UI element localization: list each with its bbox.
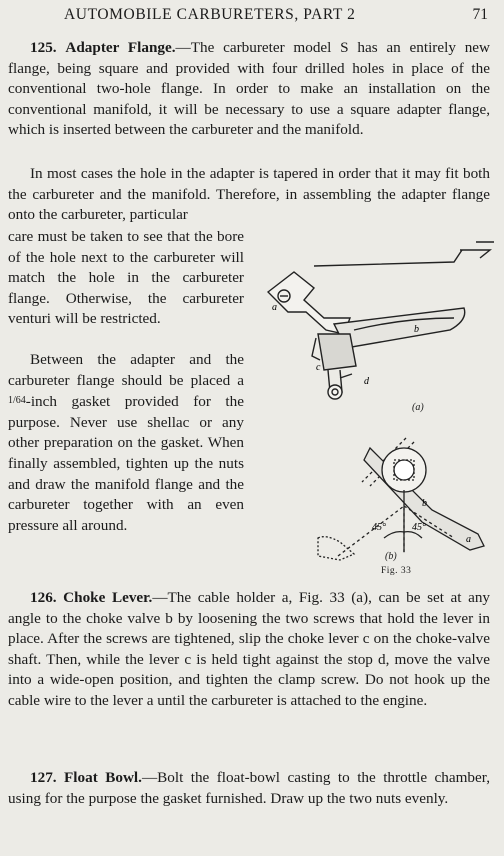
page-header bbox=[0, 6, 504, 24]
section-125-number: 125. bbox=[30, 39, 57, 56]
running-title: AUTOMOBILE CARBURETERS, PART 2 bbox=[64, 6, 356, 23]
section-127-title: Float Bowl. bbox=[64, 769, 142, 786]
section-127-text: —Bolt the float-bowl casting to the throttle chamber, using for the purpose the gasket furnished. Draw up the two nuts evenly. bbox=[8, 769, 490, 807]
section-125-text-1: —The carbureter model S has an entirely new flange, being square and provided with four drilled holes in place of the conventional two-hole flange. In order to make an installation on the conventional manifold, it will be necessary to use a square adapter flange, which is inserted between the carbureter and the manifold. bbox=[8, 39, 490, 139]
figure-33 bbox=[254, 238, 494, 582]
section-125-text-3b: -inch gasket provided for the purpose. Never use shellac or any other preparation on the gasket. When finally assembled, tighten up the nuts and draw the manifold flange and the carbureter together with an even pressure all around. bbox=[8, 393, 244, 534]
label-a: a bbox=[272, 302, 277, 313]
section-126-paragraph bbox=[8, 588, 490, 712]
figure-caption: Fig. 33 bbox=[381, 566, 412, 576]
section-125-paragraph-2-cont: care must be taken to see that the bore of the hole next to the carbureter will match the hole in the carbureter flange. Otherwise, the carbureter venturi will be restricted. bbox=[8, 228, 244, 328]
section-125-paragraph-1 bbox=[8, 38, 490, 141]
section-125-paragraph-2: In most cases the hole in the adapter is tapered in order that it may fit both the carbureter and the manifold. Therefore, in assembling the adapter flange onto the carbureter, particular bbox=[8, 165, 490, 224]
gasket-fraction: 1/64 bbox=[8, 395, 26, 407]
section-126-title: Choke Lever. bbox=[63, 589, 153, 606]
angle-left-label: 45° bbox=[372, 522, 386, 533]
angle-right-label: 45° bbox=[412, 522, 426, 533]
label-a-lower: a bbox=[466, 534, 471, 545]
section-126-number: 126. bbox=[30, 589, 57, 606]
label-d: d bbox=[364, 376, 369, 387]
section-127-number: 127. bbox=[30, 769, 57, 786]
section-127-paragraph bbox=[8, 768, 490, 809]
section-126-text: —The cable holder a, Fig. 33 (a), can be set at any angle to the choke valve b by loosening the two screws that hold the lever in place. After the screws are tightened, slip the choke lever c on the choke-valve shaft. Then, while the lever c is held tight against the stop d, move the valve into a wide-open position, and tighten the clamp screw. Do not hook up the cable wire to the lever a until the carbureter is attached to the engine. bbox=[8, 589, 491, 709]
page-number: 71 bbox=[472, 6, 488, 23]
section-125-paragraph-3 bbox=[8, 350, 244, 536]
label-b: b bbox=[414, 324, 419, 335]
carbureter-diagram bbox=[254, 238, 494, 582]
section-125-text-3a: Between the adapter and the carbureter flange should be placed a bbox=[8, 351, 244, 389]
section-125-title: Adapter Flange. bbox=[65, 39, 176, 56]
figure-b-drawing bbox=[318, 438, 484, 560]
figure-caption-a: (a) bbox=[412, 402, 424, 413]
figure-a-drawing bbox=[268, 242, 494, 399]
figure-caption-b: (b) bbox=[385, 551, 397, 562]
label-b-lower: b bbox=[422, 498, 427, 509]
label-c: c bbox=[316, 362, 321, 373]
